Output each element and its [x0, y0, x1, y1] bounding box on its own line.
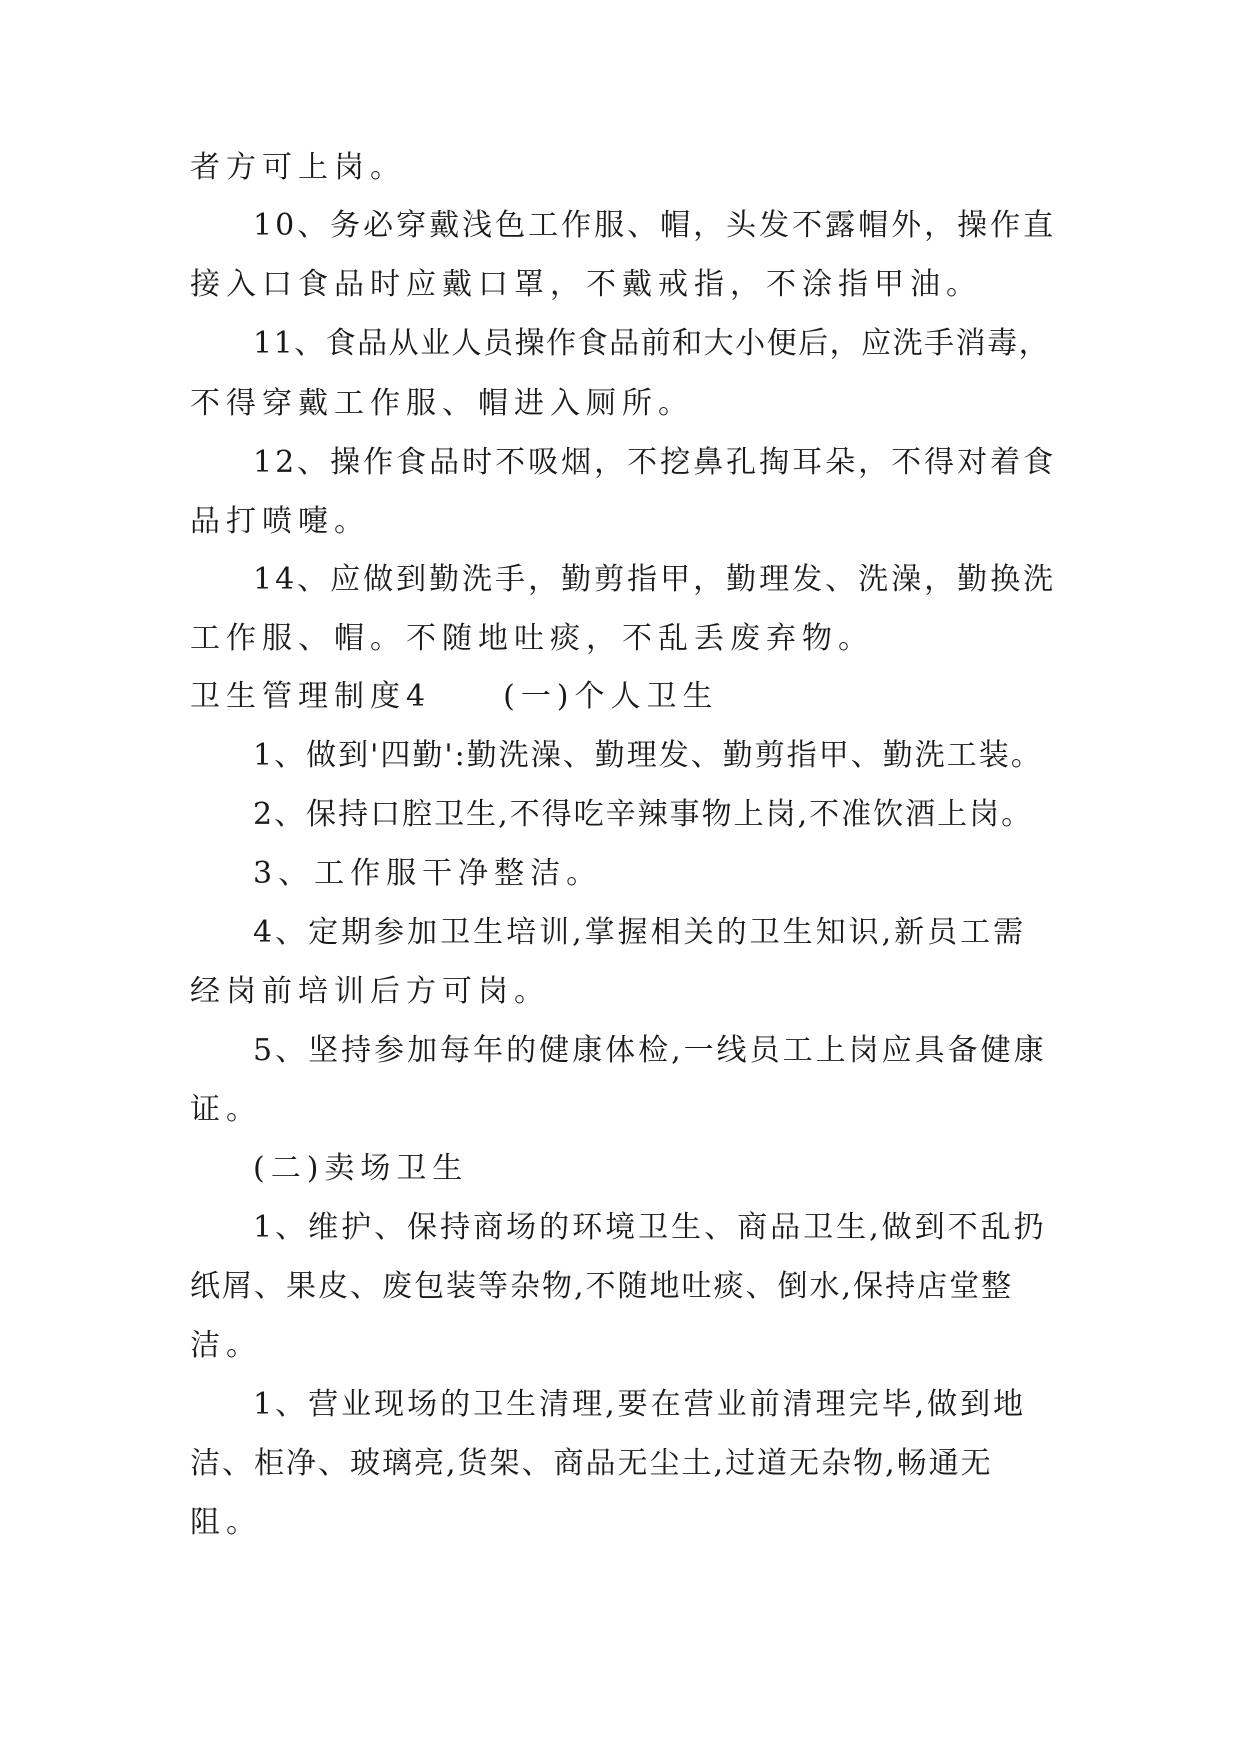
- text-line: 4、定期参加卫生培训,掌握相关的卫生知识,新员工需: [253, 915, 1027, 950]
- text-line: 1、维护、保持商场的环境卫生、商品卫生,做到不乱扔: [253, 1210, 1047, 1245]
- text-line: 不得穿戴工作服、帽进入厕所。: [190, 386, 694, 421]
- text-line: 洁。: [190, 1328, 262, 1363]
- section-heading: 卫生管理制度4 (一)个人卫生: [190, 679, 719, 714]
- text-line: 1、营业现场的卫生清理,要在营业前清理完毕,做到地: [253, 1387, 1027, 1422]
- text-line: 者方可上岗。: [190, 150, 406, 185]
- text-line: 阻。: [190, 1505, 262, 1540]
- text-line: 工作服、帽。不随地吐痰，不乱丢废弃物。: [190, 621, 874, 656]
- text-line: 洁、柜净、玻璃亮,货架、商品无尘土,过道无杂物,畅通无: [190, 1446, 993, 1481]
- text-line: 14、应做到勤洗手，勤剪指甲，勤理发、洗澡，勤换洗: [253, 562, 1057, 597]
- text-line: 12、操作食品时不吸烟，不挖鼻孔掏耳朵，不得对着食: [253, 445, 1057, 480]
- text-line: 纸屑、果皮、废包装等杂物,不随地吐痰、倒水,保持店堂整: [190, 1269, 1014, 1304]
- text-line: 接入口食品时应戴口罩，不戴戒指，不涂指甲油。: [190, 267, 982, 302]
- subsection-heading: (二)卖场卫生: [253, 1151, 469, 1186]
- text-line: 5、坚持参加每年的健康体检,一线员工上岗应具备健康: [253, 1033, 1047, 1068]
- text-line: 证。: [190, 1092, 262, 1127]
- text-line: 2、保持口腔卫生,不得吃辛辣事物上岗,不准饮酒上岗。: [253, 797, 1034, 832]
- text-line: 3、工作服干净整洁。: [253, 856, 603, 891]
- text-line: 品打喷嚏。: [190, 504, 370, 539]
- text-line: 经岗前培训后方可岗。: [190, 974, 550, 1009]
- text-line: 10、务必穿戴浅色工作服、帽，头发不露帽外，操作直: [253, 208, 1057, 243]
- text-line: 11、食品从业人员操作食品前和大小便后，应洗手消毒，: [253, 326, 1051, 361]
- text-line: 1、做到'四勤':勤洗澡、勤理发、勤剪指甲、勤洗工装。: [253, 738, 1043, 773]
